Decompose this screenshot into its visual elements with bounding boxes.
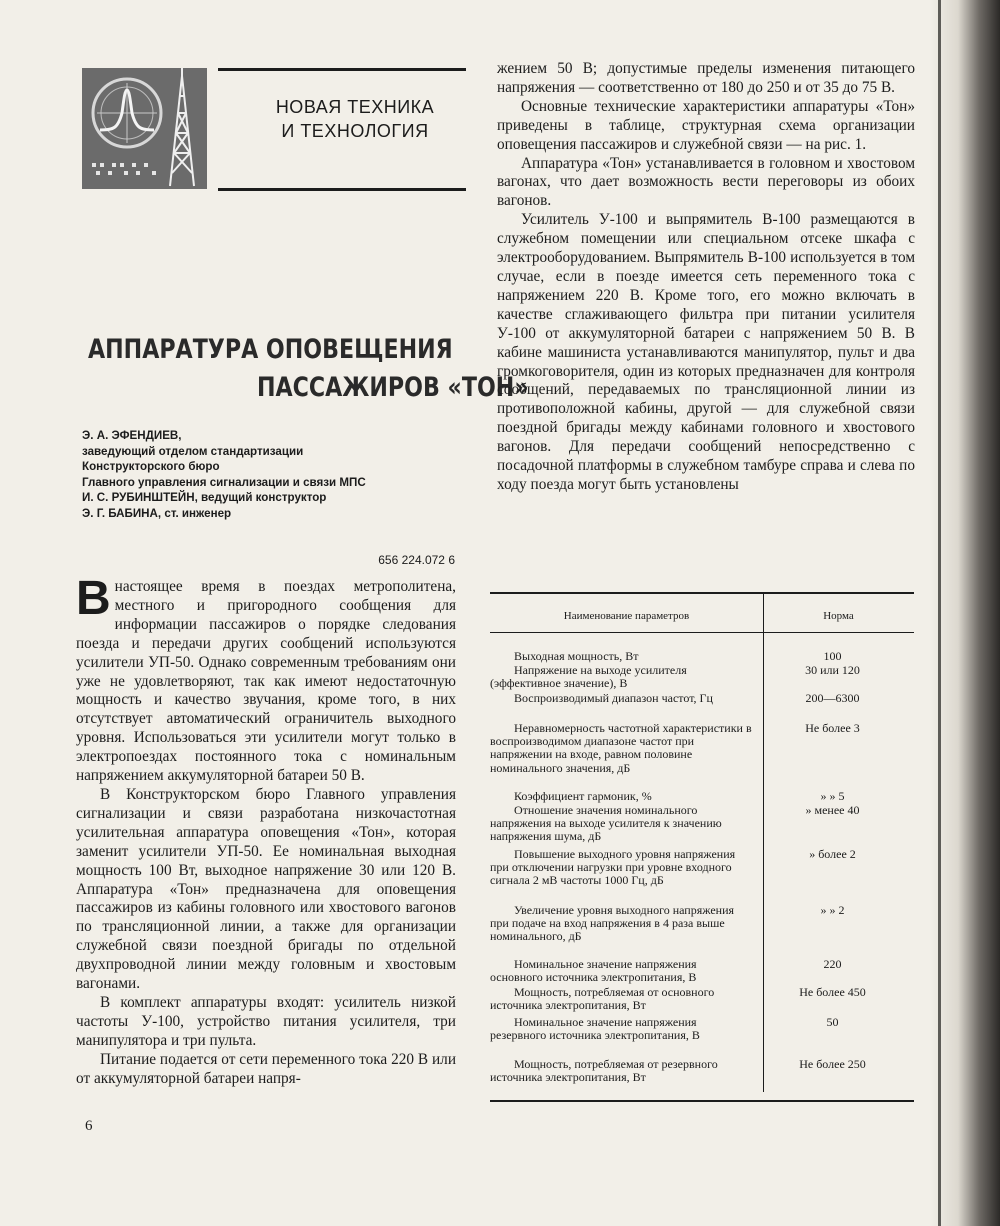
paragraph: Основные технические характеристики аппаратуры «Тон» приведены в таблице, структурная схема организации оповещения пассажиров и служебной связи — на рис. 1. <box>497 97 915 153</box>
oscilloscope-radio-tower-icon <box>82 68 207 189</box>
author-line: И. С. РУБИНШТЕЙН, ведущий конструктор <box>82 491 327 504</box>
section-heading <box>250 95 460 143</box>
paragraph: Усилитель У-100 и выпрямитель В-100 размещаются в служебном помещении или специальном отсеке шкафа с электрооборудованием. Выпрямитель В-100 используется в том случае, если в поезде имеется сеть переменного тока с напряжением 220 В. Кроме того, его можно включать в качестве сглаживающего фильтра при питании усилителя У-100 от аккумуляторной батареи с напряжением 50 В. В кабине машиниста устанавливаются манипулятор, пульт и два громкоговорителя, один из которых предназначен для контроля сообщений, передаваемых по трансляционной линии из противоположной кабины, другой — для служебной связи поездной бригады между кабинами головного и хвостового вагонов. Для передачи сообщений непосредственно с посадочной платформы в служебном тамбуре справа и слева по ходу поезда могут быть установлены <box>497 211 915 493</box>
header-rule-top <box>218 68 466 71</box>
table-rule-header <box>490 632 914 633</box>
paragraph: Внастоящее время в поездах метрополитена, местного и пригородного сообщения для информации пассажиров о порядке следования поезда и передачи других сообщений используются усилители УП-50. Однако современным требованиям они уже не удовлетворяют, так как имеют недостаточную мощность и качество звучания, кроме того, в них отсутствует автоматический ограничитель выходного уровня. Использоваться эти усилители могут только в электропоездах постоянного тока с номинальным напряжением аккумуляторной батареи 50 В. <box>76 572 456 785</box>
page-spine-line <box>938 0 941 1226</box>
section-logo <box>82 68 207 189</box>
table-column-divider <box>763 592 764 1092</box>
paragraph: В комплект аппаратуры входят: усилитель низкой частоты У-100, устройство питания усилителя, три манипулятора и три пульта. <box>76 993 456 1049</box>
author-line: заведующий отделом стандартизации <box>82 444 304 458</box>
author-line: Главного управления сигнализации и связи МПС <box>82 475 366 489</box>
author-line: Э. А. ЭФЕНДИЕВ, <box>82 429 182 442</box>
author-line: Конструкторского бюро <box>82 460 220 473</box>
udc-code: 656 224.072 6 <box>378 553 455 567</box>
article-title-line1: АППАРАТУРА ОПОВЕЩЕНИЯ <box>88 334 453 365</box>
section-heading-line1: НОВАЯ ТЕХНИКА <box>275 97 435 117</box>
left-column <box>76 572 456 1088</box>
paragraph: Аппаратура «Тон» устанавливается в головном и хвостовом вагонах, что дает возможность вести переговоры из обоих вагонов. <box>497 154 915 210</box>
table-header-param: Наименование параметров <box>563 610 690 622</box>
article-title-line2: ПАССАЖИРОВ «ТОН» <box>257 372 529 403</box>
page-number: 6 <box>85 1118 93 1134</box>
table-rule-top <box>490 592 914 594</box>
paragraph: жением 50 В; допустимые пределы изменения питающего напряжения — соответственно от 180 до 250 и от 35 до 75 В. <box>497 60 915 96</box>
header-rule-bottom <box>218 188 466 191</box>
table-rule-bottom <box>490 1100 914 1102</box>
paragraph: Питание подается от сети переменного тока 220 В или от аккумуляторной батареи напря- <box>76 1050 456 1087</box>
right-column <box>497 60 915 495</box>
section-heading-line2: И ТЕХНОЛОГИЯ <box>281 121 429 141</box>
authors-block <box>82 428 462 521</box>
table-header-norm: Норма <box>823 610 854 622</box>
drop-cap: В <box>76 572 111 625</box>
author-line: Э. Г. БАБИНА, ст. инженер <box>82 506 232 520</box>
paragraph: В Конструкторском бюро Главного управления сигнализации и связи разработана низкочастотная усилительная аппаратура оповещения «Тон», которая заменит усилители УП-50. Ее номинальная выходная мощность 100 Вт, выходное напряжение 30 или 120 В. Аппаратура «Тон» предназначена для оповещения пассажиров из кабины головного или хвостового вагонов по трансляционной линии, а также для организации служебной связи поездной бригады по отдельной двухпроводной линии между головным и хвостовым вагонами. <box>76 785 456 993</box>
